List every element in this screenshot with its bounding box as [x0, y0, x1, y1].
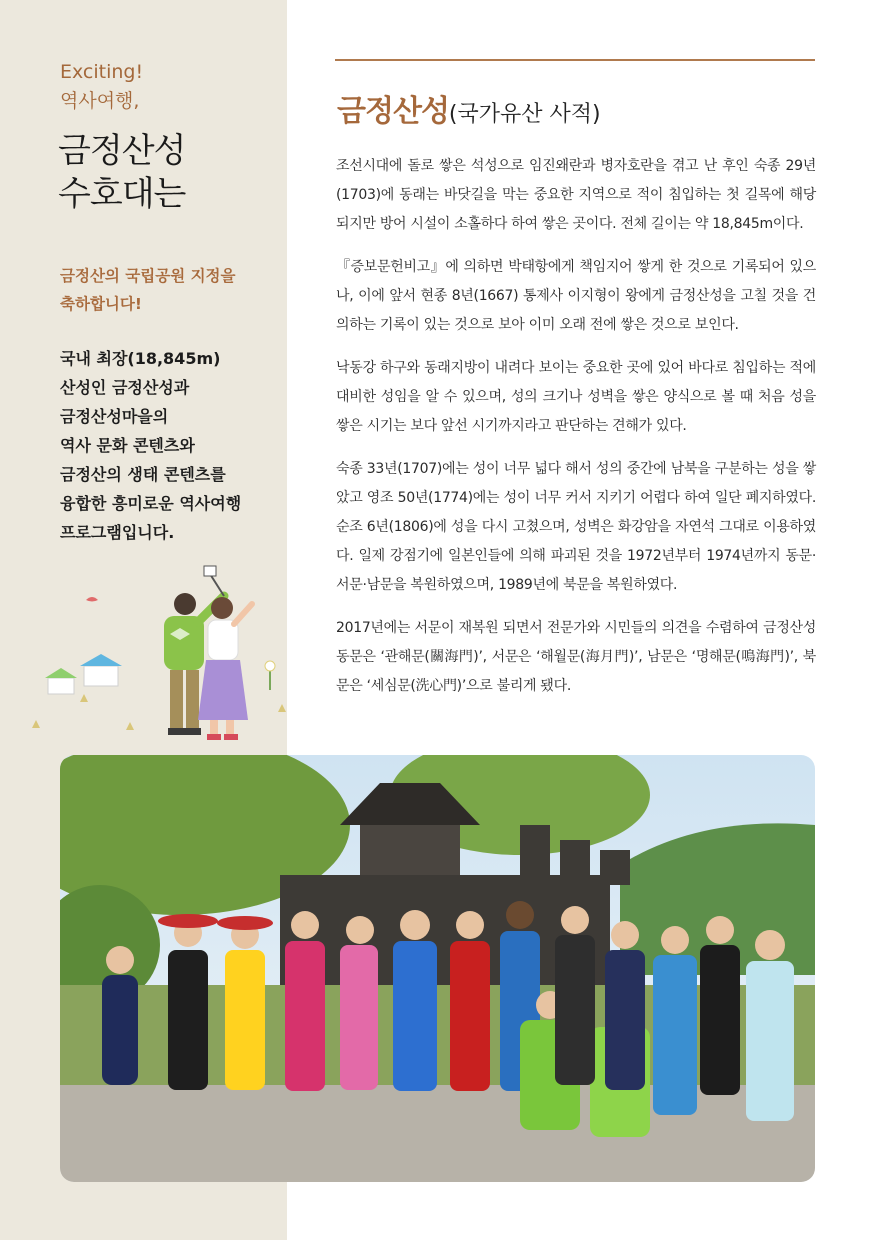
ground: [60, 1085, 815, 1182]
article-paragraph: 조선시대에 돌로 쌓은 석성으로 임진왜란과 병자호란을 겪고 난 후인 숙종 29년(1703)에 동래는 바닷길을 막는 중요한 지역으로 적이 침입하는 첫 길목에 해당되지만 방어 시설이 소홀하다 하여 쌓은 곳이다. 전체 길이는 약 18,845m이다.: [336, 158, 816, 232]
intro-line: 융합한 흥미로운 역사여행: [60, 494, 242, 513]
kicker: [60, 58, 143, 116]
sidebar-title: [58, 130, 185, 216]
intro-line: 국내 최장(18,845m): [60, 349, 221, 368]
congrats-text: [60, 262, 236, 318]
intro-line: 역사 문화 콘텐츠와: [60, 436, 195, 455]
article-paragraph: 『증보문헌비고』에 의하면 박태항에게 책임지어 쌓게 한 것으로 기록되어 있으나, 이에 앞서 현종 8년(1667) 통제사 이지형이 왕에게 금정산성을 고칠 것을 건의하는 기록이 있는 것으로 보아 이미 오래 전에 쌓은 것으로 보인다.: [336, 259, 816, 333]
kicker-line: Exciting!: [60, 61, 144, 83]
program-intro: [60, 344, 241, 547]
kicker-line: 역사여행,: [60, 90, 140, 112]
intro-line: 프로그램입니다.: [60, 523, 175, 542]
article-body: [336, 152, 816, 715]
house-icon: [80, 654, 122, 686]
intro-line: 금정산성마을의: [60, 407, 169, 426]
congrats-line: 금정산의 국립공원 지정을: [60, 267, 236, 285]
gate-pavilion: [360, 825, 460, 875]
phone-icon: [204, 566, 216, 576]
intro-line: 산성인 금정산성과: [60, 378, 190, 397]
selfie-stick: [210, 574, 224, 596]
intro-line: 금정산의 생태 콘텐츠를: [60, 465, 226, 484]
article-title: [337, 86, 601, 130]
article-paragraph: 낙동강 하구와 동래지방이 내려다 보이는 중요한 곳에 있어 바다로 침입하는 적에 대비한 성임을 알 수 있으며, 성의 크기나 성벽을 쌓은 양식으로 볼 때 처음 성을 쌓은 시기는 보다 앞선 시기까지라고 판단하는 견해가 있다.: [336, 360, 816, 434]
article-title-sub: (국가유산 사적): [448, 102, 601, 127]
grass-tufts: [32, 694, 286, 730]
travelers-illustration: [20, 560, 300, 760]
article-title-main: 금정산성: [337, 94, 449, 129]
congrats-line: 축하합니다!: [60, 295, 142, 313]
sidebar-title-line: 금정산성: [58, 131, 186, 171]
sidebar-title-line: 수호대는: [58, 174, 186, 214]
article-paragraph: 2017년에는 서문이 재복원 되면서 전문가와 시민들의 의견을 수렴하여 금정산성 동문은 ‘관해문(關海門)’, 서문은 ‘해월문(海月門)’, 남문은 ‘명해문(鳴海門)’, 북문은 ‘세심문(洗心門)’으로 불리게 됐다.: [336, 620, 816, 694]
house-icon: [45, 668, 77, 694]
top-divider: [335, 59, 815, 61]
bird-icon: [86, 597, 98, 602]
article-paragraph: 숙종 33년(1707)에는 성이 너무 넓다 해서 성의 중간에 남북을 구분하는 성을 쌓았고 영조 50년(1774)에는 성이 너무 커서 지키기 어렵다 하여 일단 폐지하였다. 순조 6년(1806)에 성을 다시 고쳤으며, 성벽은 화강암을 자연석 그대로 이용하였다. 일제 강점기에 일본인들에 의해 파괴된 것을 1972년부터 1974년까지 동문·서문·남문을 복원하였으며, 1989년에 북문을 복원하였다.: [336, 461, 816, 593]
flower-icon: [265, 661, 275, 690]
group-photo: [60, 755, 815, 1182]
